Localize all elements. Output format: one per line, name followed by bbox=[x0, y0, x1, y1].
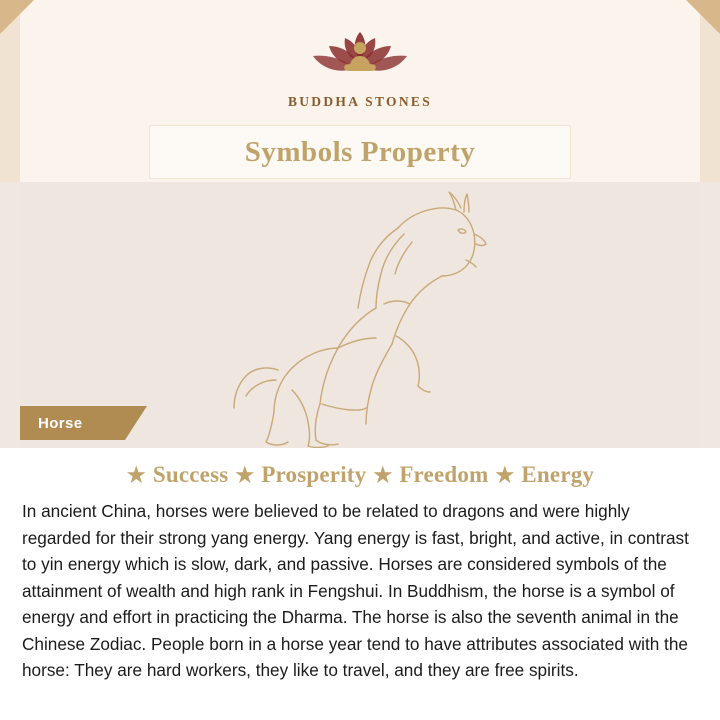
keyword-prosperity: Prosperity bbox=[261, 462, 367, 487]
content-panel bbox=[0, 448, 720, 720]
page-title bbox=[150, 126, 570, 178]
header-band bbox=[0, 0, 720, 182]
brand-logo bbox=[0, 18, 720, 110]
lotus-meditation-icon bbox=[285, 18, 435, 90]
star-icon: ★ bbox=[373, 463, 393, 487]
keyword-list bbox=[0, 462, 720, 488]
keyword-freedom: Freedom bbox=[399, 462, 489, 487]
horse-line-art-icon bbox=[190, 190, 520, 450]
brand-name: BUDDHA STONES bbox=[287, 94, 433, 109]
page-title-text: Symbols Property bbox=[244, 135, 476, 168]
category-label-tab bbox=[20, 406, 125, 440]
star-icon: ★ bbox=[126, 463, 146, 487]
description-paragraph: In ancient China, horses were believed to be related to dragons and were highly regarded for their strong yang energy. Yang energy is fast, bright, and active, in contrast to yin energy which is slow, dark, and passive. Horses are considered symbols of the attainment of wealth and high rank in Fengshui. In Buddhism, the horse is a symbol of energy and effort in practicing the Dharma. The horse is also the seventh animal in the Chinese Zodiac. People born in a horse year tend to have attributes associated with the horse: They are hard workers, they like to travel, and they are free spirits. bbox=[22, 501, 689, 680]
star-icon: ★ bbox=[235, 463, 255, 487]
keyword-success: Success bbox=[152, 462, 229, 487]
keyword-energy: Energy bbox=[521, 462, 595, 487]
category-label-text: Horse bbox=[38, 414, 83, 432]
star-icon: ★ bbox=[495, 463, 515, 487]
